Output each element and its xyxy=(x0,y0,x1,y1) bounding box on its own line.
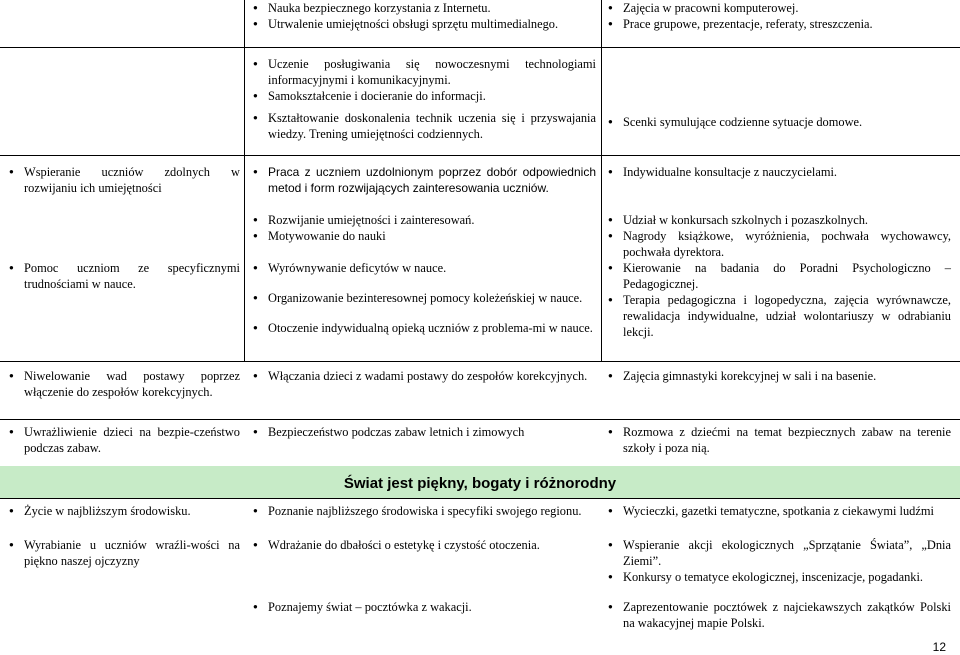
row1-right xyxy=(603,0,951,32)
list-item: ● Zajęcia gimnastyki korekcyjnej w sali i na basenie. xyxy=(603,368,951,384)
row1-middle xyxy=(248,0,596,32)
list-item: ● Terapia pedagogiczna i logopedyczna, zajęcia wyrównawcze, rewalidacja indywidualne, udział wolontariuszy w odrabianiu lekcji. xyxy=(603,292,951,340)
row-divider xyxy=(0,155,960,156)
row9-right xyxy=(603,599,951,631)
list-item: ● Samokształcenie i docieranie do informacji. xyxy=(248,88,596,104)
row7-right xyxy=(603,503,951,519)
row4-left xyxy=(4,260,240,292)
list-item: ● Włączania dzieci z wadami postawy do zespołów korekcyjnych. xyxy=(248,368,596,384)
section-banner xyxy=(0,466,960,498)
list-item: ● Wspieranie uczniów zdolnych w rozwijaniu ich umiejętności xyxy=(4,164,240,196)
list-item: ● Konkursy o tematyce ekologicznej, inscenizacje, pogadanki. xyxy=(603,569,951,585)
list-item: ● Kierowanie na badania do Poradni Psychologiczno – Pedagogicznej. xyxy=(603,260,951,292)
list-item: ● Wdrażanie do dbałości o estetykę i czystość otoczenia. xyxy=(248,537,596,553)
row3-middle xyxy=(248,164,596,196)
row3-left xyxy=(4,164,240,196)
row9-middle xyxy=(248,599,596,615)
list-item: ● Uczenie posługiwania się nowoczesnymi technologiami informacyjnymi i komunikacyjnymi. xyxy=(248,56,596,88)
row4-right xyxy=(603,212,951,340)
row-divider xyxy=(0,361,960,362)
row5-middle xyxy=(248,368,596,384)
section-title: Świat jest piękny, bogaty i różnorodny xyxy=(343,475,617,492)
list-item: ● Zajęcia w pracowni komputerowej. xyxy=(603,0,951,16)
list-item: ● Poznajemy świat – pocztówka z wakacji. xyxy=(248,599,596,615)
row-divider xyxy=(0,47,960,48)
list-item: ● Rozmowa z dziećmi na temat bezpiecznych zabaw na terenie szkoły i poza nią. xyxy=(603,424,951,456)
row7-left xyxy=(4,503,240,519)
row8-left xyxy=(4,537,240,569)
row-divider xyxy=(0,419,960,420)
page-number: 12 xyxy=(932,640,946,654)
list-item: ● Wspieranie akcji ekologicznych „Sprzątanie Świata”, „Dnia Ziemi”. xyxy=(603,537,951,569)
list-item: ● Nagrody książkowe, wyróżnienia, pochwała wychowawcy, pochwała dyrektora. xyxy=(603,228,951,260)
list-item: ● Organizowanie bezinteresownej pomocy koleżeńskiej w nauce. xyxy=(248,290,596,306)
row8-right xyxy=(603,537,951,585)
row2-right xyxy=(603,114,951,130)
list-item: ● Uwrażliwienie dzieci na bezpie-czeństwo podczas zabaw. xyxy=(4,424,240,456)
column-divider xyxy=(244,0,245,362)
row7-middle xyxy=(248,503,596,519)
list-item: ● Wyrównywanie deficytów w nauce. xyxy=(248,260,596,276)
row6-middle xyxy=(248,424,596,440)
list-item: ● Otoczenie indywidualną opieką uczniów z problema-mi w nauce. xyxy=(248,320,596,336)
row-divider xyxy=(0,498,960,499)
row6-right xyxy=(603,424,951,456)
list-item: ● Poznanie najbliższego środowiska i specyfiki swojego regionu. xyxy=(248,503,596,519)
list-item: ● Bezpieczeństwo podczas zabaw letnich i zimowych xyxy=(248,424,596,440)
list-item: ● Życie w najbliższym środowisku. xyxy=(4,503,240,519)
list-item: ● Praca z uczniem uzdolnionym poprzez dobór odpowiednich metod i form rozwijających zainteresowania uczniów. xyxy=(248,164,596,196)
list-item: ● Kształtowanie doskonalenia technik uczenia się i przyswajania wiedzy. Trening umiejętności codziennych. xyxy=(248,110,596,142)
list-item: ● Niwelowanie wad postawy poprzez włączenie do zespołów korekcyjnych. xyxy=(4,368,240,400)
list-item: ● Pomoc uczniom ze specyficznymi trudnościami w nauce. xyxy=(4,260,240,292)
list-item: ● Motywowanie do nauki xyxy=(248,228,596,244)
list-item: ● Utrwalenie umiejętności obsługi sprzętu multimedialnego. xyxy=(248,16,596,32)
list-item: ● Wycieczki, gazetki tematyczne, spotkania z ciekawymi ludźmi xyxy=(603,503,951,519)
list-item: ● Nauka bezpiecznego korzystania z Internetu. xyxy=(248,0,596,16)
list-item: ● Zaprezentowanie pocztówek z najciekawszych zakątków Polski na wakacyjnej mapie Polski. xyxy=(603,599,951,631)
column-divider xyxy=(601,0,602,362)
row2-middle xyxy=(248,56,596,142)
row6-left xyxy=(4,424,240,456)
list-item: ● Scenki symulujące codzienne sytuacje domowe. xyxy=(603,114,951,130)
list-item: ● Rozwijanie umiejętności i zainteresowań. xyxy=(248,212,596,228)
list-item: ● Indywidualne konsultacje z nauczycielami. xyxy=(603,164,951,180)
row5-right xyxy=(603,368,951,384)
list-item: ● Wyrabianie u uczniów wraźli-wości na piękno naszej ojczyzny xyxy=(4,537,240,569)
row5-left xyxy=(4,368,240,400)
list-item: ● Prace grupowe, prezentacje, referaty, streszczenia. xyxy=(603,16,951,32)
row8-middle xyxy=(248,537,596,553)
row3-right xyxy=(603,164,951,180)
row4-middle xyxy=(248,212,596,336)
list-item: ● Udział w konkursach szkolnych i pozaszkolnych. xyxy=(603,212,951,228)
